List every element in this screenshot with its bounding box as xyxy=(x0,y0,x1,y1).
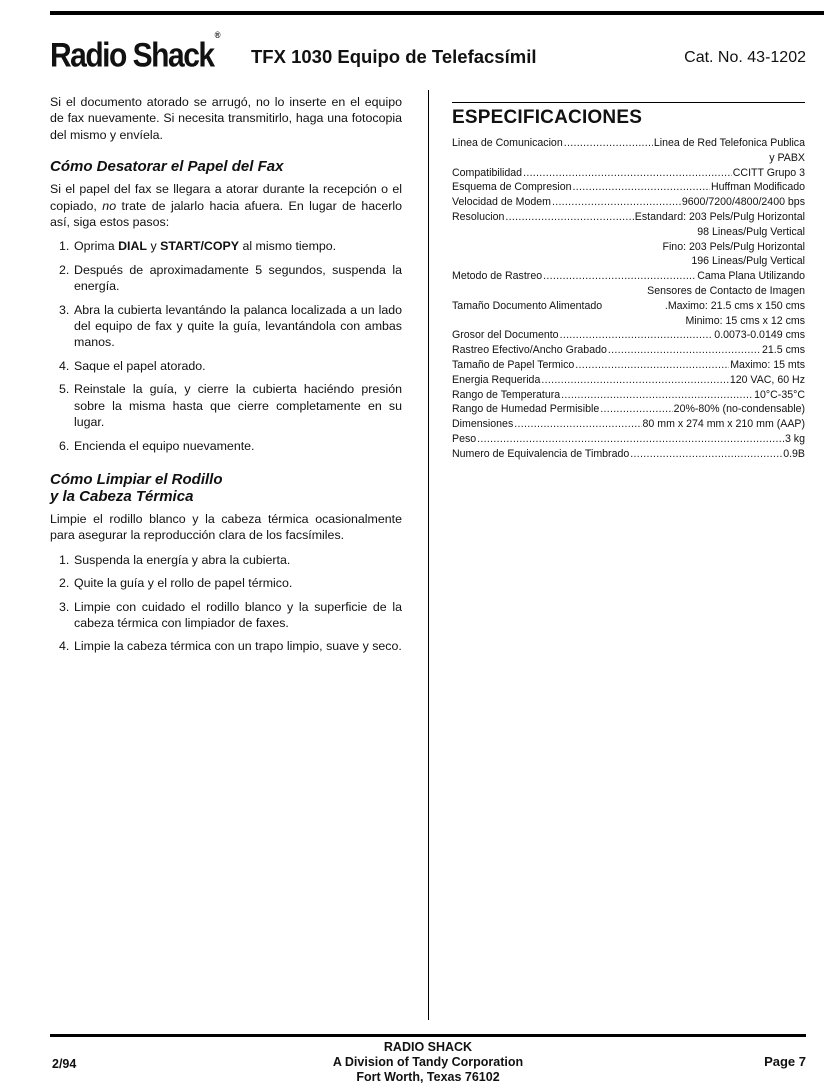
spec-label: Linea de Comunicacion xyxy=(452,137,563,149)
list-item: 1. Suspenda la energía y abra la cubierta. xyxy=(59,552,291,567)
spec-value: Linea de Red Telefonica Publica xyxy=(653,137,805,149)
spec-label: Dimensiones xyxy=(452,418,514,431)
spec-value: Estandard: 203 Pels/Pulg Horizontal xyxy=(634,210,805,223)
dot-leader xyxy=(561,388,753,403)
publisher-block xyxy=(50,1040,806,1085)
spec-label: Velocidad de Modem xyxy=(452,196,551,209)
radio-shack-logo: Radio Shack® xyxy=(50,29,219,75)
spec-value: 80 mm x 274 mm x 210 mm (AAP) xyxy=(642,418,805,431)
catalog-number: Cat. No. 43-1202 xyxy=(684,49,806,66)
cleaning-paragraph: Limpie el rodillo blanco y la cabeza térmica ocasionalmente para asegurar la reproducción clara de los facsímiles. xyxy=(50,511,402,543)
list-item: 4. Saque el papel atorado. xyxy=(59,358,206,373)
spec-value: 21.5 cms xyxy=(762,344,805,357)
spec-label: Rastreo Efectivo/Ancho Grabado xyxy=(452,344,607,357)
spec-row xyxy=(452,388,805,403)
specifications-rule xyxy=(452,102,805,103)
publisher-division: A Division of Tandy Corporation xyxy=(332,1055,524,1069)
dot-leader xyxy=(505,210,633,225)
start-copy-key-label: START/COPY xyxy=(160,239,240,254)
spec-label: Grosor del Documento xyxy=(452,329,559,342)
list-item: 5. Reinstale la guía, y cierre la cubierta haciéndo presión sobre la misma hasta que cierre completamente en su lugar. xyxy=(59,382,402,430)
spec-value: 0.0073-0.0149 cms xyxy=(714,329,805,342)
list-item: 2. Quite la guía y el rollo de papel térmico. xyxy=(59,576,293,591)
spec-row xyxy=(452,328,805,343)
spec-row xyxy=(452,269,805,284)
spec-value: 9600/7200/4800/2400 bps xyxy=(681,196,805,209)
bottom-rule xyxy=(50,1034,806,1037)
spec-row xyxy=(452,166,805,181)
spec-continuation: Minimo: 15 cms x 12 cms xyxy=(685,314,805,327)
spec-value: Huffman Modificado xyxy=(710,181,805,194)
spec-row xyxy=(452,373,805,388)
spec-label: Metodo de Rastreo xyxy=(452,270,543,283)
list-item: 2. Después de aproximadamente 5 segundos, suspenda la energía. xyxy=(59,262,402,294)
page-footer xyxy=(50,1040,806,1084)
paper-jam-steps xyxy=(50,238,402,453)
spec-label: Numero de Equivalencia de Timbrado xyxy=(452,447,630,460)
spec-continuation: 196 Lineas/Pulg Vertical xyxy=(691,255,805,268)
publisher-address: Fort Worth, Texas 76102 xyxy=(356,1070,500,1084)
document-title: TFX 1030 Equipo de Telefacsímil xyxy=(251,46,537,67)
spec-value: 10°C-35°C xyxy=(754,388,805,401)
spec-value: CCITT Grupo 3 xyxy=(732,166,805,179)
intro-paragraph: Si el documento atorado se arrugó, no lo inserte en el equipo de fax nuevamente. Si necesita transmitirlo, haga una fotocopia del mismo y envíela. xyxy=(50,95,402,142)
spec-row xyxy=(452,343,805,358)
list-item: 4. Limpie la cabeza térmica con un trapo limpio, suave y seco. xyxy=(59,639,402,654)
spec-value: 3 kg xyxy=(784,432,805,445)
list-item: 1. Oprima DIAL y START/COPY al mismo tiempo. xyxy=(59,239,337,254)
spec-continuation: Sensores de Contacto de Imagen xyxy=(647,284,805,297)
spec-label: Energia Requerida xyxy=(452,373,541,386)
cleaning-steps xyxy=(50,552,402,655)
spec-label: Resolucion xyxy=(452,210,505,223)
list-item: 3. Abra la cubierta levantándo la palanca localizada a un lado del equipo de fax y quite la guía, levantándola con ambas manos. xyxy=(59,302,402,350)
spec-row xyxy=(452,299,805,314)
spec-label: Esquema de Compresion xyxy=(452,181,572,194)
spec-label: Rango de Humedad Permisible xyxy=(452,403,600,416)
list-item: 3. Limpie con cuidado el rodillo blanco y la superficie de la cabeza térmica con limpiador de faxes. xyxy=(59,599,402,630)
spec-row xyxy=(452,402,805,417)
page-number: Page 7 xyxy=(764,1054,806,1069)
dot-leader xyxy=(552,195,681,210)
spec-row xyxy=(452,136,805,151)
page-header xyxy=(50,29,806,75)
top-rule xyxy=(50,11,824,15)
spec-continuation: 98 Lineas/Pulg Vertical xyxy=(697,225,805,238)
spec-row xyxy=(452,358,805,373)
spec-value: Cama Plana Utilizando xyxy=(697,270,805,283)
column-divider xyxy=(428,90,429,1020)
dot-leader xyxy=(600,402,672,417)
publication-date: 2/94 xyxy=(52,1057,77,1071)
spec-value: 20%-80% (no-condensable) xyxy=(673,403,805,416)
dot-leader xyxy=(630,447,782,462)
left-column xyxy=(50,94,402,672)
spec-label: Tamaño Documento Alimentado xyxy=(452,299,603,312)
dot-leader xyxy=(523,166,732,181)
spec-continuation: Fino: 203 Pels/Pulg Horizontal xyxy=(662,240,805,253)
dot-leader xyxy=(541,373,728,388)
dot-leader xyxy=(477,432,784,447)
paper-jam-paragraph: Si el papel del fax se llegara a atorar durante la recepción o el copiado, no trate de jalarlo hacia afuera. En lugar de hacerlo así, siga estos pasos: xyxy=(50,182,402,230)
dot-leader xyxy=(514,417,641,432)
dot-leader xyxy=(543,269,696,284)
spec-label: Rango de Temperatura xyxy=(452,388,561,401)
spec-label: Compatibilidad xyxy=(452,166,523,179)
list-item: 6. Encienda el equipo nuevamente. xyxy=(59,438,255,453)
spec-label: Tamaño de Papel Termico xyxy=(452,358,575,371)
spec-row xyxy=(452,195,805,210)
dot-leader xyxy=(575,358,729,373)
spec-label: Peso xyxy=(452,432,477,445)
spec-continuation: y PABX xyxy=(769,151,805,164)
specifications-list xyxy=(452,136,805,462)
dot-leader xyxy=(608,343,761,358)
section-heading-cleaning: Cómo Limpiar el Rodillo y la Cabeza Térmica xyxy=(50,470,223,505)
spec-value: Maximo: 15 mts xyxy=(730,358,805,371)
spec-row xyxy=(452,210,805,225)
dot-leader xyxy=(573,180,710,195)
publisher-name: RADIO SHACK xyxy=(383,1040,473,1054)
spec-value: 120 VAC, 60 Hz xyxy=(729,373,805,386)
spec-row xyxy=(452,180,805,195)
spec-value: .Maximo: 21.5 cms x 150 cms xyxy=(664,299,805,312)
specifications-heading: ESPECIFICACIONES xyxy=(452,107,643,128)
dot-leader xyxy=(564,136,653,151)
spec-row xyxy=(452,432,805,447)
spec-row xyxy=(452,417,805,432)
dial-key-label: DIAL xyxy=(118,239,147,254)
dot-leader xyxy=(560,328,714,343)
spec-value: 0.9B xyxy=(783,447,805,460)
spec-row xyxy=(452,447,805,462)
section-heading-paper-jam: Cómo Desatorar el Papel del Fax xyxy=(50,158,284,176)
